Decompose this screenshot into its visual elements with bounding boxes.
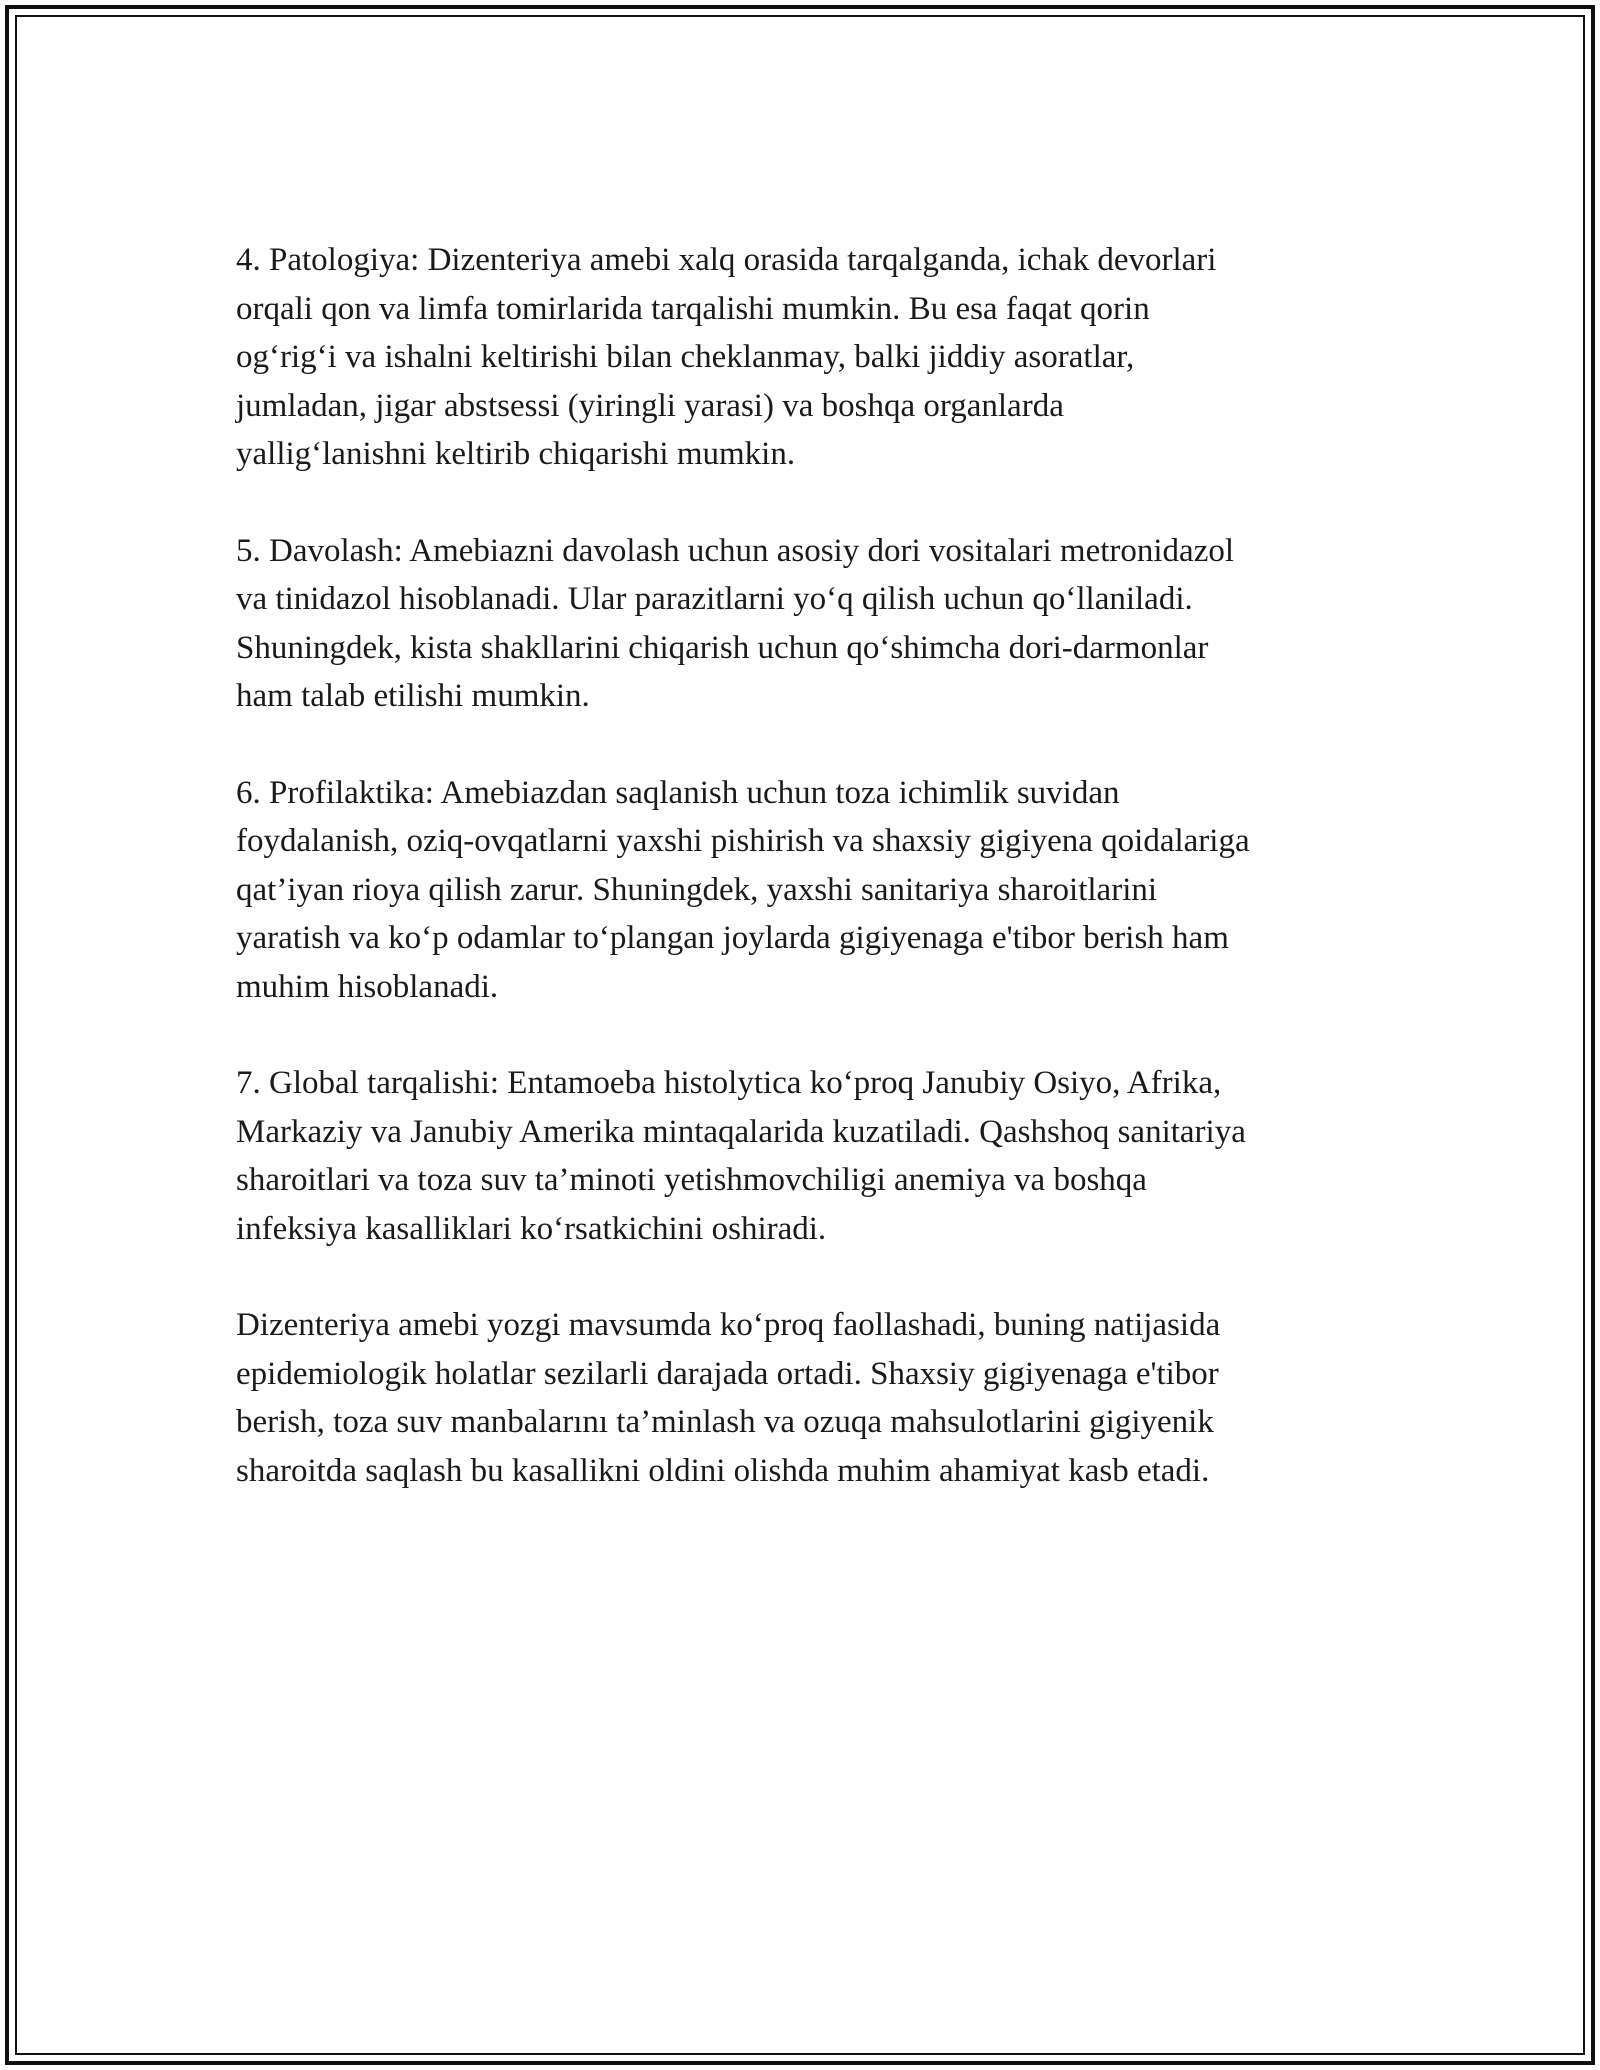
text-line: jumladan, jigar abstsessi (yiringli yarasi) va boshqa organlarda <box>236 387 1064 424</box>
text-line: Shuningdek, kista shakllarini chiqarish uchun qo‘shimcha dori-darmonlar <box>236 629 1209 666</box>
text-line: 5. Davolash: Amebiazni davolash uchun asosiy dori vositalari metronidazol <box>236 532 1235 569</box>
text-line: foydalanish, oziq-ovqatlarni yaxshi pishirish va shaxsiy gigiyena qoidalariga <box>236 823 1250 859</box>
text-line: ham talab etilishi mumkin. <box>236 678 590 714</box>
text-line: epidemiologik holatlar sezilarli darajada ortadi. Shaxsiy gigiyenaga e'tibor <box>236 1355 1219 1392</box>
paragraph-seasonality <box>236 1301 1396 1495</box>
text-line: Dizenteriya amebi yozgi mavsumda ko‘proq faollashadi, buning natijasida <box>236 1307 1221 1343</box>
paragraph-pathology <box>236 236 1396 479</box>
text-line: sharoitlari va toza suv ta’minoti yetishmovchiligi anemiya va boshqa <box>236 1162 1147 1198</box>
text-line: infeksiya kasalliklari ko‘rsatkichini oshiradi. <box>236 1210 827 1247</box>
text-line: yallig‘lanishni keltirib chiqarishi mumkin. <box>236 436 796 472</box>
text-line: 7. Global tarqalishi: Entamoeba histolytica ko‘proq Janubiy Osiyo, Afrika, <box>236 1065 1222 1101</box>
paragraph-treatment <box>236 527 1396 721</box>
text-line: berish, toza suv manbalarını ta’minlash va ozuqa mahsulotlarini gigiyenik <box>236 1404 1214 1440</box>
text-line: orqali qon va limfa tomirlarida tarqalishi mumkin. Bu esa faqat qorin <box>236 290 1150 327</box>
text-line: 4. Patologiya: Dizenteriya amebi xalq orasida tarqalganda, ichak devorlari <box>236 242 1217 278</box>
text-line: 6. Profilaktika: Amebiazdan saqlanish uchun toza ichimlik suvidan <box>236 774 1120 811</box>
text-line: yaratish va ko‘p odamlar to‘plangan joylarda gigiyenaga e'tibor berish ham <box>236 920 1229 956</box>
paragraph-global-spread <box>236 1059 1396 1253</box>
text-line: og‘rig‘i va ishalni keltirishi bilan cheklanmay, balki jiddiy asoratlar, <box>236 339 1135 375</box>
text-line: Markaziy va Janubiy Amerika mintaqalarida kuzatiladi. Qashshoq sanitariya <box>236 1113 1246 1150</box>
text-line: sharoitda saqlash bu kasallikni oldini olishda muhim ahamiyat kasb etadi. <box>236 1452 1210 1489</box>
text-line: va tinidazol hisoblanadi. Ular parazitlarni yo‘q qilish uchun qo‘llaniladi. <box>236 581 1193 617</box>
paragraph-prevention <box>236 769 1396 1012</box>
document-body <box>236 236 1396 1543</box>
text-line: muhim hisoblanadi. <box>236 968 499 1005</box>
text-line: qat’iyan rioya qilish zarur. Shuningdek, yaxshi sanitariya sharoitlarini <box>236 871 1158 908</box>
